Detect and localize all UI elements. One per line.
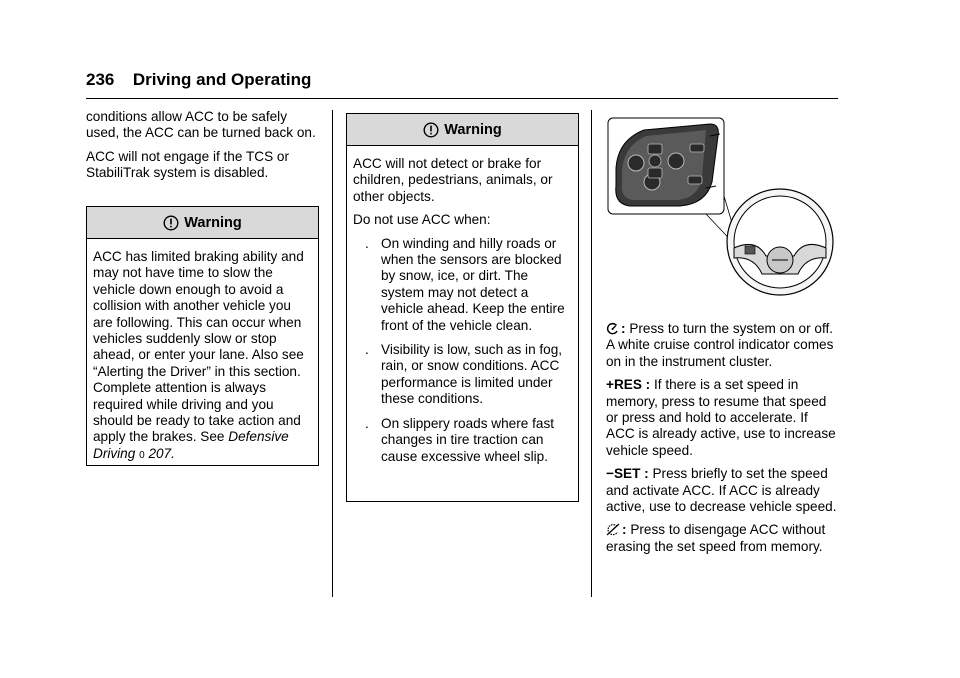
warning-paragraph-2: Do not use ACC when: bbox=[353, 212, 491, 228]
column-divider-2 bbox=[591, 110, 592, 597]
col1-paragraph-2: ACC will not engage if the TCS or StabiliTrak system is disabled. bbox=[86, 148, 289, 181]
page-number: 236 bbox=[86, 70, 115, 89]
set-button-icon bbox=[688, 176, 702, 184]
list-item bbox=[353, 416, 571, 465]
cancel-cruise-icon bbox=[606, 523, 620, 536]
column-1 bbox=[86, 109, 318, 189]
warning-body bbox=[347, 146, 578, 479]
cruise-control-icon bbox=[606, 322, 619, 335]
definition-res bbox=[606, 377, 838, 459]
col1-paragraph-1: conditions allow ACC to be safely used, the ACC can be turned back on. bbox=[86, 109, 316, 141]
res-button-icon bbox=[690, 144, 704, 152]
definition-set bbox=[606, 466, 838, 515]
definition-cruise bbox=[606, 321, 838, 370]
gap-button-icon bbox=[668, 153, 684, 169]
warning-header bbox=[87, 207, 318, 239]
cross-reference-title[interactable]: Defensive Driving bbox=[93, 429, 289, 461]
warning-text: ACC has limited braking ability and may not have time to slow the vehicle down enough to avoid a collision with another vehicle you are following. This can occur when vehicles suddenly slow or stop ahead, or enter your lane. Also see “Alerting the Driver” in this section. Complete attention is always required while driving and you should be ready to take action and apply the brakes. See bbox=[93, 249, 304, 445]
definition-label: : bbox=[622, 522, 627, 538]
definition-label: −SET : bbox=[606, 466, 649, 482]
bullet-marker: . bbox=[365, 415, 369, 431]
warning-box-2 bbox=[346, 113, 579, 502]
section-title: Driving and Operating bbox=[132, 70, 312, 89]
definition-cancel bbox=[606, 522, 838, 555]
list-item bbox=[353, 342, 571, 408]
page-ref-symbol: 0 bbox=[139, 449, 145, 461]
definition-text: Press to turn the system on or off. A white cruise control indicator comes on in the instrument cluster. bbox=[606, 321, 834, 369]
column-divider-1 bbox=[332, 110, 333, 597]
bullet-marker: . bbox=[365, 342, 369, 358]
definition-label: +RES : bbox=[606, 377, 651, 393]
warning-paragraph-1: ACC will not detect or brake for children, pedestrians, animals, or other objects. bbox=[353, 156, 553, 204]
page-header bbox=[86, 70, 838, 90]
warning-box-1 bbox=[86, 206, 319, 466]
rocker-switch-icon bbox=[648, 144, 662, 178]
warning-title: Warning bbox=[444, 121, 502, 138]
warning-header bbox=[347, 114, 578, 146]
warning-bullet-list bbox=[353, 236, 571, 465]
definition-text: Press briefly to set the speed and activate ACC. If ACC is already active, use to decrease vehicle speed. bbox=[606, 466, 837, 515]
controls-definitions bbox=[606, 321, 838, 562]
definition-label: : bbox=[621, 321, 626, 336]
list-item bbox=[353, 236, 571, 334]
definition-text: Press to disengage ACC without erasing the set speed from memory. bbox=[606, 522, 826, 554]
bullet-text: On winding and hilly roads or when the sensors are blocked by snow, ice, or dirt. The system may not detect a vehicle ahead. Keep the entire front of the vehicle clean. bbox=[381, 235, 565, 333]
header-rule bbox=[86, 98, 838, 99]
warning-body bbox=[87, 239, 318, 470]
bullet-text: On slippery roads where fast changes in tire traction can cause excessive wheel slip. bbox=[381, 415, 555, 464]
cross-reference-page[interactable]: 207. bbox=[148, 445, 175, 461]
steering-wheel-icon bbox=[727, 189, 833, 295]
steering-wheel-controls-illustration bbox=[606, 116, 838, 300]
bullet-marker: . bbox=[365, 235, 369, 251]
cruise-button-icon bbox=[628, 155, 644, 171]
bullet-text: Visibility is low, such as in fog, rain, or snow conditions. ACC performance is limited under these conditions. bbox=[381, 342, 563, 407]
warning-title: Warning bbox=[184, 214, 242, 231]
warning-icon bbox=[163, 215, 179, 231]
definition-text: If there is a set speed in memory, press to resume that speed or press and hold to accelerate. If ACC is already active, use to increase vehicle speed. bbox=[606, 377, 836, 458]
warning-icon bbox=[423, 122, 439, 138]
